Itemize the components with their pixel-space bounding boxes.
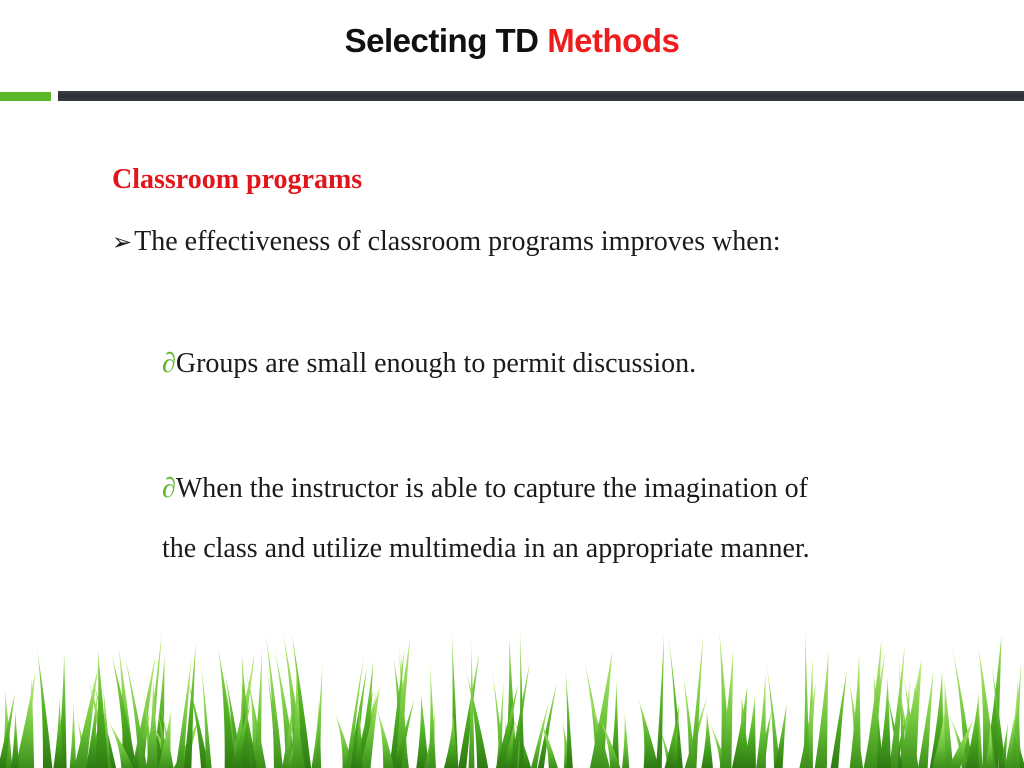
- grass-blade: [815, 650, 829, 768]
- sub-item-continuation: the class and utilize multimedia in an appropriate manner.: [162, 533, 810, 564]
- grass-blade: [265, 632, 282, 768]
- sub-item-text: When the instructor is able to capture the imagination of: [175, 473, 808, 504]
- grass-blade: [736, 697, 750, 768]
- grass-blade: [701, 712, 713, 768]
- green-divider-bar: [0, 92, 51, 101]
- sub-item: [162, 473, 808, 505]
- grass-decoration: [0, 628, 1024, 768]
- arrow-bullet-icon: ➢: [112, 230, 133, 256]
- sub-item-text: Groups are small enough to permit discussion.: [175, 348, 697, 379]
- grass-blade: [683, 671, 697, 768]
- slide-title: [0, 22, 1024, 60]
- grass-blade: [640, 705, 657, 768]
- section-heading: Classroom programs: [112, 164, 363, 195]
- grass-blade: [218, 649, 236, 768]
- grass-blade: [622, 712, 629, 768]
- grass-blade: [803, 629, 809, 768]
- grass-blade: [656, 634, 664, 768]
- sub-item: [162, 348, 696, 380]
- partial-symbol-icon: ∂: [162, 473, 176, 504]
- grass-blade: [850, 652, 861, 768]
- grass-blade: [70, 702, 76, 768]
- grass-blade: [756, 673, 766, 768]
- title-accent: Methods: [547, 22, 680, 59]
- grass-blade: [37, 650, 52, 768]
- title-prefix: Selecting TD: [344, 22, 539, 59]
- bullet-item: [112, 226, 781, 258]
- grass-blade: [831, 670, 847, 768]
- grass-blade: [458, 653, 479, 768]
- grass-blade: [377, 709, 391, 768]
- dark-divider-bar: [58, 91, 1024, 101]
- partial-symbol-icon: ∂: [162, 348, 176, 379]
- bullet-text: The effectiveness of classroom programs improves when:: [134, 226, 781, 257]
- grass-blade: [918, 670, 933, 768]
- grass-blade: [429, 664, 436, 768]
- grass-blade: [11, 711, 19, 768]
